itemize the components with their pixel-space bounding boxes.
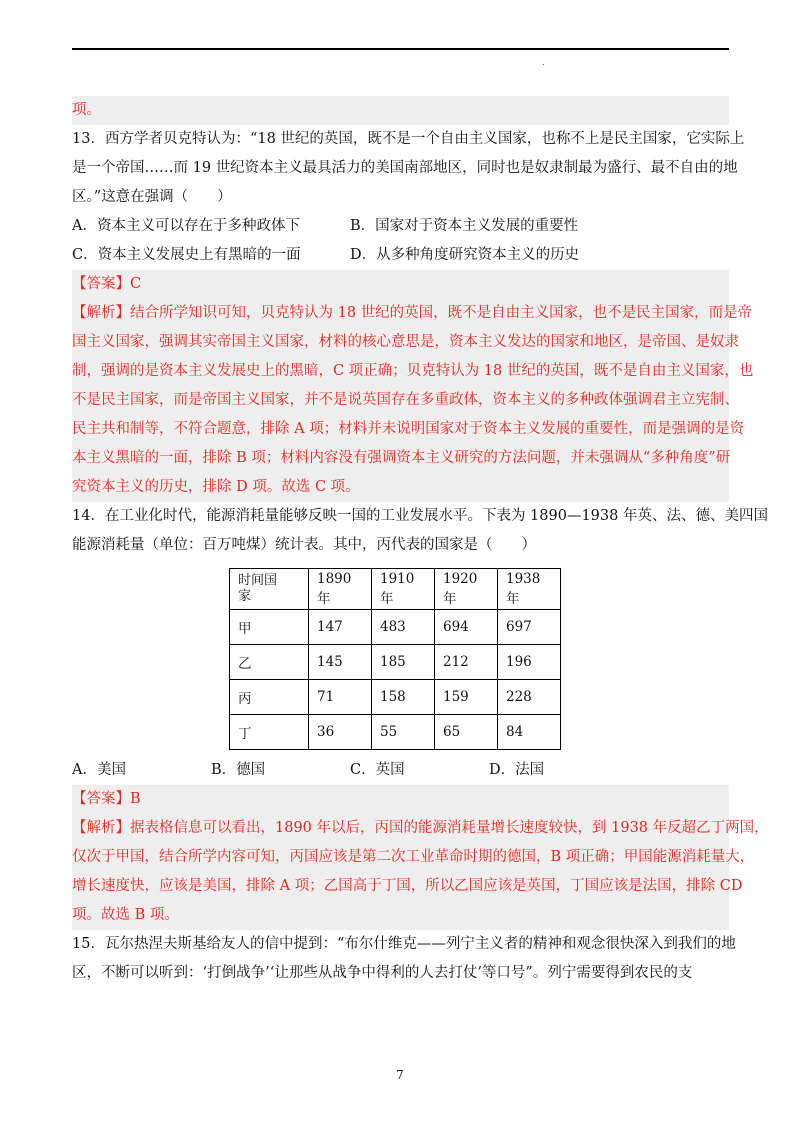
year-header: 1938 年 <box>498 569 561 610</box>
question-13-answer-block <box>72 270 754 502</box>
option-c: C．资本主义发展史上有黑暗的一面 <box>72 247 301 263</box>
analysis-label: 【解析】 <box>72 305 130 321</box>
table-row <box>230 645 561 680</box>
question-14-options-row <box>72 756 729 785</box>
answer-line <box>72 270 729 299</box>
year-header: 1920 年 <box>435 569 498 610</box>
value-cell: 158 <box>372 680 435 715</box>
header-rule <box>72 48 729 50</box>
table-header-row <box>230 569 561 610</box>
option-d: D．法国 <box>489 762 545 778</box>
page-content <box>72 96 769 988</box>
value-cell: 228 <box>498 680 561 715</box>
analysis-line: 国主义国家，强调其实帝国主义国家，材料的核心意思是，资本主义发达的国家和地区，是帝国、是奴隶 <box>72 334 739 350</box>
analysis-line: 项。故选 B 项。 <box>72 907 179 923</box>
country-cell: 丙 <box>230 680 309 715</box>
value-cell: 159 <box>435 680 498 715</box>
question-13 <box>72 125 745 270</box>
option-a: A．资本主义可以存在于多种政体下 <box>72 218 300 234</box>
value-cell: 697 <box>498 610 561 645</box>
question-15-line: 区，不断可以听到：‘打倒战争’‘让那些从战争中得利的人去打仗’等口号”。列宁需要得到农民的支 <box>72 965 693 981</box>
question-14-line: 能源消耗量（单位：百万吨煤）统计表。其中，丙代表的国家是（ ） <box>72 537 536 553</box>
analysis-label: 【解析】 <box>72 820 130 836</box>
value-cell: 185 <box>372 645 435 680</box>
analysis-text: 结合所学知识可知，贝克特认为 18 世纪的英国，既不是自由主义国家，也不是民主国家，而是帝 <box>130 305 753 321</box>
option-d: D．从多种角度研究资本主义的历史 <box>350 247 580 263</box>
value-cell: 55 <box>372 715 435 750</box>
year-header: 1890 年 <box>309 569 372 610</box>
previous-answer-block <box>72 96 729 125</box>
option-c: C．英国 <box>350 762 405 778</box>
question-15-line: 15．瓦尔热涅夫斯基给友人的信中提到：“布尔什维克——列宁主义者的精神和观念很快深入到我们的地 <box>72 936 736 952</box>
value-cell: 147 <box>309 610 372 645</box>
country-cell: 乙 <box>230 645 309 680</box>
question-13-options-row-1 <box>72 212 729 241</box>
question-13-line: 是一个帝国……而 19 世纪资本主义最具活力的美国南部地区，同时也是奴隶制最为盛行、最不自由的地 <box>72 160 738 176</box>
question-13-line: 区。”这意在强调（ ） <box>72 189 232 205</box>
table-row <box>230 715 561 750</box>
value-cell: 65 <box>435 715 498 750</box>
year-header: 1910 年 <box>372 569 435 610</box>
question-13-options-row-2 <box>72 241 729 270</box>
analysis-line: 仅次于甲国，结合所学内容可知，丙国应该是第二次工业革命时期的德国，B 项正确；甲国能源消耗量大， <box>72 849 755 865</box>
question-14 <box>72 502 768 785</box>
country-cell: 甲 <box>230 610 309 645</box>
value-cell: 694 <box>435 610 498 645</box>
answer-label: 【答案】 <box>72 276 130 292</box>
value-cell: 145 <box>309 645 372 680</box>
value-cell: 36 <box>309 715 372 750</box>
analysis-text: 据表格信息可以看出，1890 年以后，丙国的能源消耗量增长速度较快，到 1938 年反超乙丁两国， <box>130 820 769 836</box>
question-14-line: 14．在工业化时代，能源消耗量能够反映一国的工业发展水平。下表为 1890—1938 年英、法、德、美四国 <box>72 508 768 524</box>
header-dot: . <box>542 58 545 68</box>
energy-consumption-table <box>229 568 561 750</box>
option-a: A．美国 <box>72 762 126 778</box>
table-corner-cell: 时间国 家 <box>230 569 309 610</box>
answer-value: C <box>130 276 142 292</box>
analysis-line: 本主义黑暗的一面，排除 B 项；材料内容没有强调资本主义研究的方法问题，并未强调从“多种角度”研 <box>72 450 731 466</box>
option-b: B．国家对于资本主义发展的重要性 <box>350 218 579 234</box>
question-13-line: 13．西方学者贝克特认为：“18 世纪的英国，既不是一个自由主义国家，也称不上是民主国家，它实际上 <box>72 131 745 147</box>
analysis-line: 民主共和制等，不符合题意，排除 A 项；材料并未说明国家对于资本主义发展的重要性，而是强调的是资 <box>72 421 745 437</box>
answer-label: 【答案】 <box>72 791 130 807</box>
analysis-line: 不是民主国家，而是帝国主义国家，并不是说英国存在多重政体，资本主义的多种政体强调君主立宪制、 <box>72 392 739 408</box>
question-14-answer-block <box>72 785 769 930</box>
analysis-line: 究资本主义的历史，排除 D 项。故选 C 项。 <box>72 479 360 495</box>
table-row <box>230 680 561 715</box>
value-cell: 196 <box>498 645 561 680</box>
analysis-line: 增长速度快，应该是美国，排除 A 项；乙国高于丁国，所以乙国应该是英国，丁国应该是法国，排除 CD <box>72 878 743 894</box>
analysis-line <box>72 299 753 328</box>
country-cell: 丁 <box>230 715 309 750</box>
question-15 <box>72 930 736 988</box>
page-number: 7 <box>396 1068 404 1082</box>
value-cell: 71 <box>309 680 372 715</box>
table-row <box>230 610 561 645</box>
value-cell: 212 <box>435 645 498 680</box>
analysis-line <box>72 814 769 843</box>
value-cell: 483 <box>372 610 435 645</box>
previous-answer-tail: 项。 <box>72 102 101 118</box>
option-b: B．德国 <box>211 762 266 778</box>
answer-line <box>72 785 729 814</box>
answer-value: B <box>130 791 141 807</box>
analysis-line: 制，强调的是资本主义发展史上的黑暗，C 项正确；贝克特认为 18 世纪的英国，既不是自由主义国家，也 <box>72 363 754 379</box>
value-cell: 84 <box>498 715 561 750</box>
